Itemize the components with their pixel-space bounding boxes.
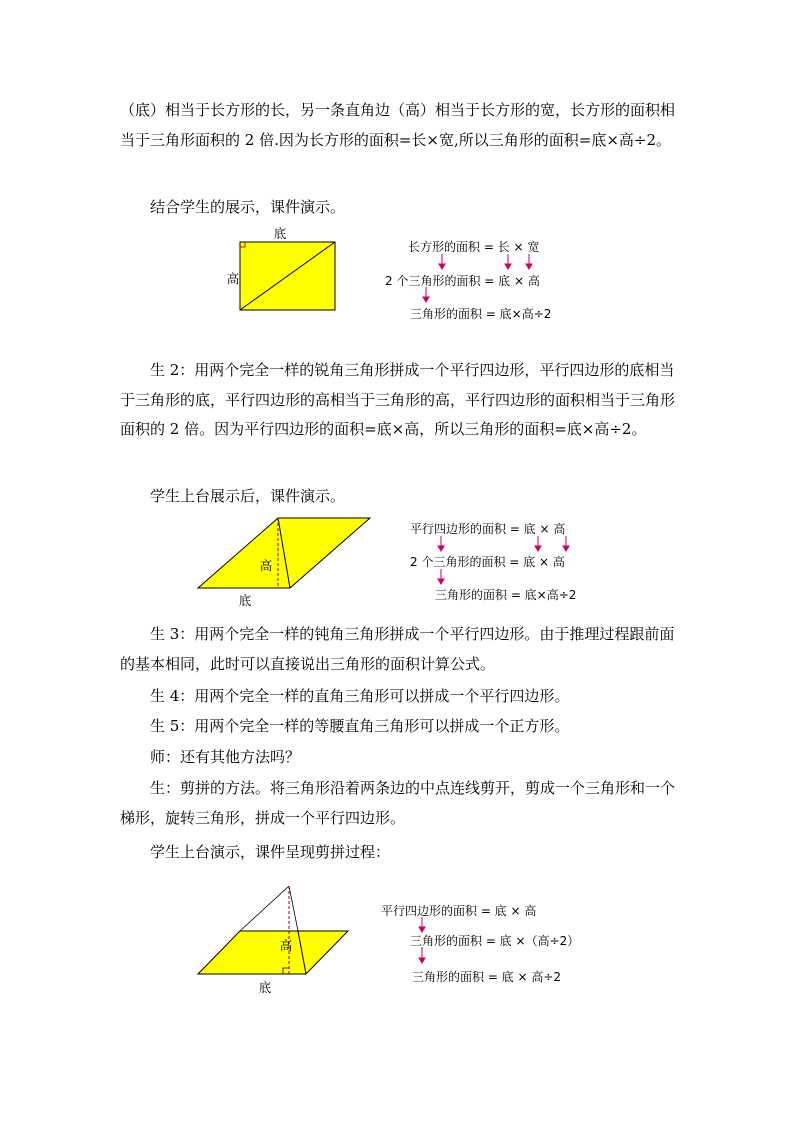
paragraph-1: （底）相当于长方形的长，另一条直角边（高）相当于长方形的宽，长方形的面积相当于三角形面积的 2 倍.因为长方形的面积=长×宽,所以三角形的面积=底×高÷2。: [120, 101, 676, 149]
figure2-formula-line1: 平行四边形的面积 = 底 × 高: [410, 522, 566, 536]
figure3-arrow-row2: [400, 945, 440, 967]
paragraph-10: 学生上台演示，课件呈现剪拼过程：: [150, 843, 391, 861]
paragraph-3: 生 2：用两个完全一样的锐角三角形拼成一个平行四边形，平行四边形的底相当于三角形的底，平行四边形的高相当于三角形的高，平行四边形的面积相当于三角形面积的 2 倍。因为平行四边形的面积=底×高，所以三角形的面积=底×高÷2。: [120, 361, 676, 438]
cut-rotate-figure: [190, 880, 360, 1000]
paragraph-2: 结合学生的展示，课件演示。: [150, 198, 346, 216]
figure3-formula-line2: 三角形的面积 = 底 ×（高÷2）: [410, 934, 580, 948]
figure3-height-label: 高: [279, 938, 293, 953]
triangle-left-edge: [240, 886, 289, 931]
paragraph-6: 生 4：用两个完全一样的直角三角形可以拼成一个平行四边形。: [150, 687, 570, 705]
figure2-arrow-row2: [400, 567, 460, 587]
figure2-height-label: 高: [259, 558, 273, 573]
paragraph-8: 师：还有其他方法吗？: [150, 748, 301, 766]
figure3-formula-line1: 平行四边形的面积 = 底 × 高: [381, 904, 537, 918]
figure3-base-label: 底: [258, 980, 272, 995]
figure2-arrows-row1: [400, 534, 580, 554]
figure2-base-label: 底: [238, 593, 252, 608]
paragraph-4: 学生上台展示后，课件演示。: [150, 487, 346, 505]
figure2-formula-line3: 三角形的面积 = 底×高÷2: [435, 588, 577, 602]
parallelogram-shape-2: [198, 931, 348, 974]
figure1-arrows-row1: [400, 252, 540, 272]
figure1-base-label: 底: [273, 226, 287, 241]
triangle-right-edge: [289, 886, 298, 931]
figure3-formula-line3: 三角形的面积 = 底 × 高÷2: [412, 970, 562, 984]
figure1-formula-line3: 三角形的面积 = 底×高÷2: [410, 307, 552, 321]
rectangle-figure: [220, 222, 350, 318]
parallelogram-figure-1: [190, 512, 380, 612]
paragraph-7: 生 5：用两个完全一样的等腰直角三角形可以拼成一个正方形。: [150, 717, 570, 735]
figure1-formula-line1: 长方形的面积 = 长 × 宽: [408, 240, 540, 254]
paragraph-9: 生：剪拼的方法。将三角形沿着两条边的中点连线剪开，剪成一个三角形和一个梯形，旋转三角形，拼成一个平行四边形。: [120, 779, 676, 827]
figure1-arrow-row2: [400, 285, 440, 305]
figure1-height-label: 高: [226, 271, 240, 286]
figure2-formula-line2: 2 个三角形的面积 = 底 × 高: [410, 555, 565, 569]
figure1-formula-line2: 2 个三角形的面积 = 底 × 高: [385, 274, 540, 288]
paragraph-5: 生 3：用两个完全一样的钝角三角形拼成一个平行四边形。由于推理过程跟前面的基本相同，此时可以直接说出三角形的面积计算公式。: [120, 625, 675, 673]
